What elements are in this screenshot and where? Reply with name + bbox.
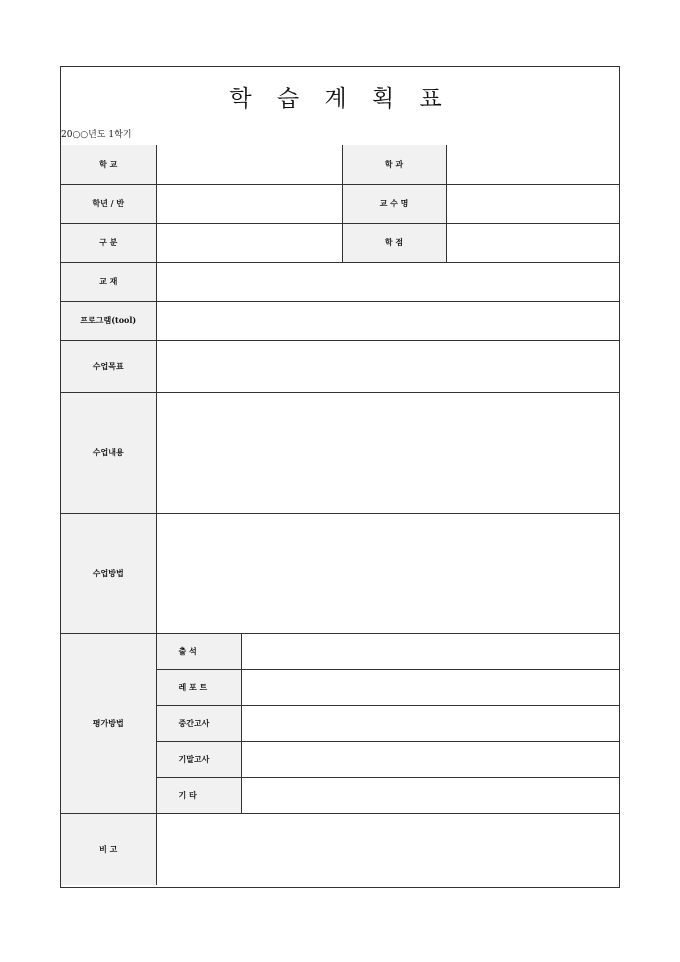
eval-label-attendance: 출 석 bbox=[156, 633, 241, 669]
school-field[interactable] bbox=[156, 145, 342, 184]
label-school: 학 교 bbox=[61, 145, 156, 184]
label-content: 수업내용 bbox=[61, 392, 156, 513]
study-plan-form bbox=[60, 66, 620, 888]
textbook-field[interactable] bbox=[156, 262, 619, 301]
label-department: 학 과 bbox=[342, 145, 446, 184]
professor-field[interactable] bbox=[446, 184, 619, 223]
objective-field[interactable] bbox=[156, 340, 619, 392]
label-objective: 수업목표 bbox=[61, 340, 156, 392]
year-class-field[interactable] bbox=[156, 184, 342, 223]
title-area bbox=[61, 67, 619, 146]
label-credits: 학 점 bbox=[342, 223, 446, 262]
category-field[interactable] bbox=[156, 223, 342, 262]
label-category: 구 분 bbox=[61, 223, 156, 262]
method-field[interactable] bbox=[156, 513, 619, 633]
label-program: 프로그램(tool) bbox=[61, 301, 156, 340]
page-title: 학 습 계 획 표 bbox=[229, 86, 451, 112]
eval-label-report: 레 포 트 bbox=[156, 669, 241, 705]
eval-field-final[interactable] bbox=[241, 741, 619, 777]
eval-label-other: 기 타 bbox=[156, 777, 241, 813]
semester-label: 20○○년도 1학기 bbox=[61, 130, 132, 140]
department-field[interactable] bbox=[446, 145, 619, 184]
eval-field-report[interactable] bbox=[241, 669, 619, 705]
eval-field-midterm[interactable] bbox=[241, 705, 619, 741]
remarks-field[interactable] bbox=[156, 813, 619, 885]
label-remarks: 비 고 bbox=[61, 813, 156, 885]
program-field[interactable] bbox=[156, 301, 619, 340]
label-evaluation: 평가방법 bbox=[61, 633, 156, 813]
content-field[interactable] bbox=[156, 392, 619, 513]
label-textbook: 교 재 bbox=[61, 262, 156, 301]
label-year-class: 학년 / 반 bbox=[61, 184, 156, 223]
plan-table bbox=[61, 145, 619, 885]
eval-field-other[interactable] bbox=[241, 777, 619, 813]
label-professor: 교 수 명 bbox=[342, 184, 446, 223]
label-method: 수업방법 bbox=[61, 513, 156, 633]
eval-label-final: 기말고사 bbox=[156, 741, 241, 777]
eval-label-midterm: 중간고사 bbox=[156, 705, 241, 741]
eval-field-attendance[interactable] bbox=[241, 633, 619, 669]
credits-field[interactable] bbox=[446, 223, 619, 262]
